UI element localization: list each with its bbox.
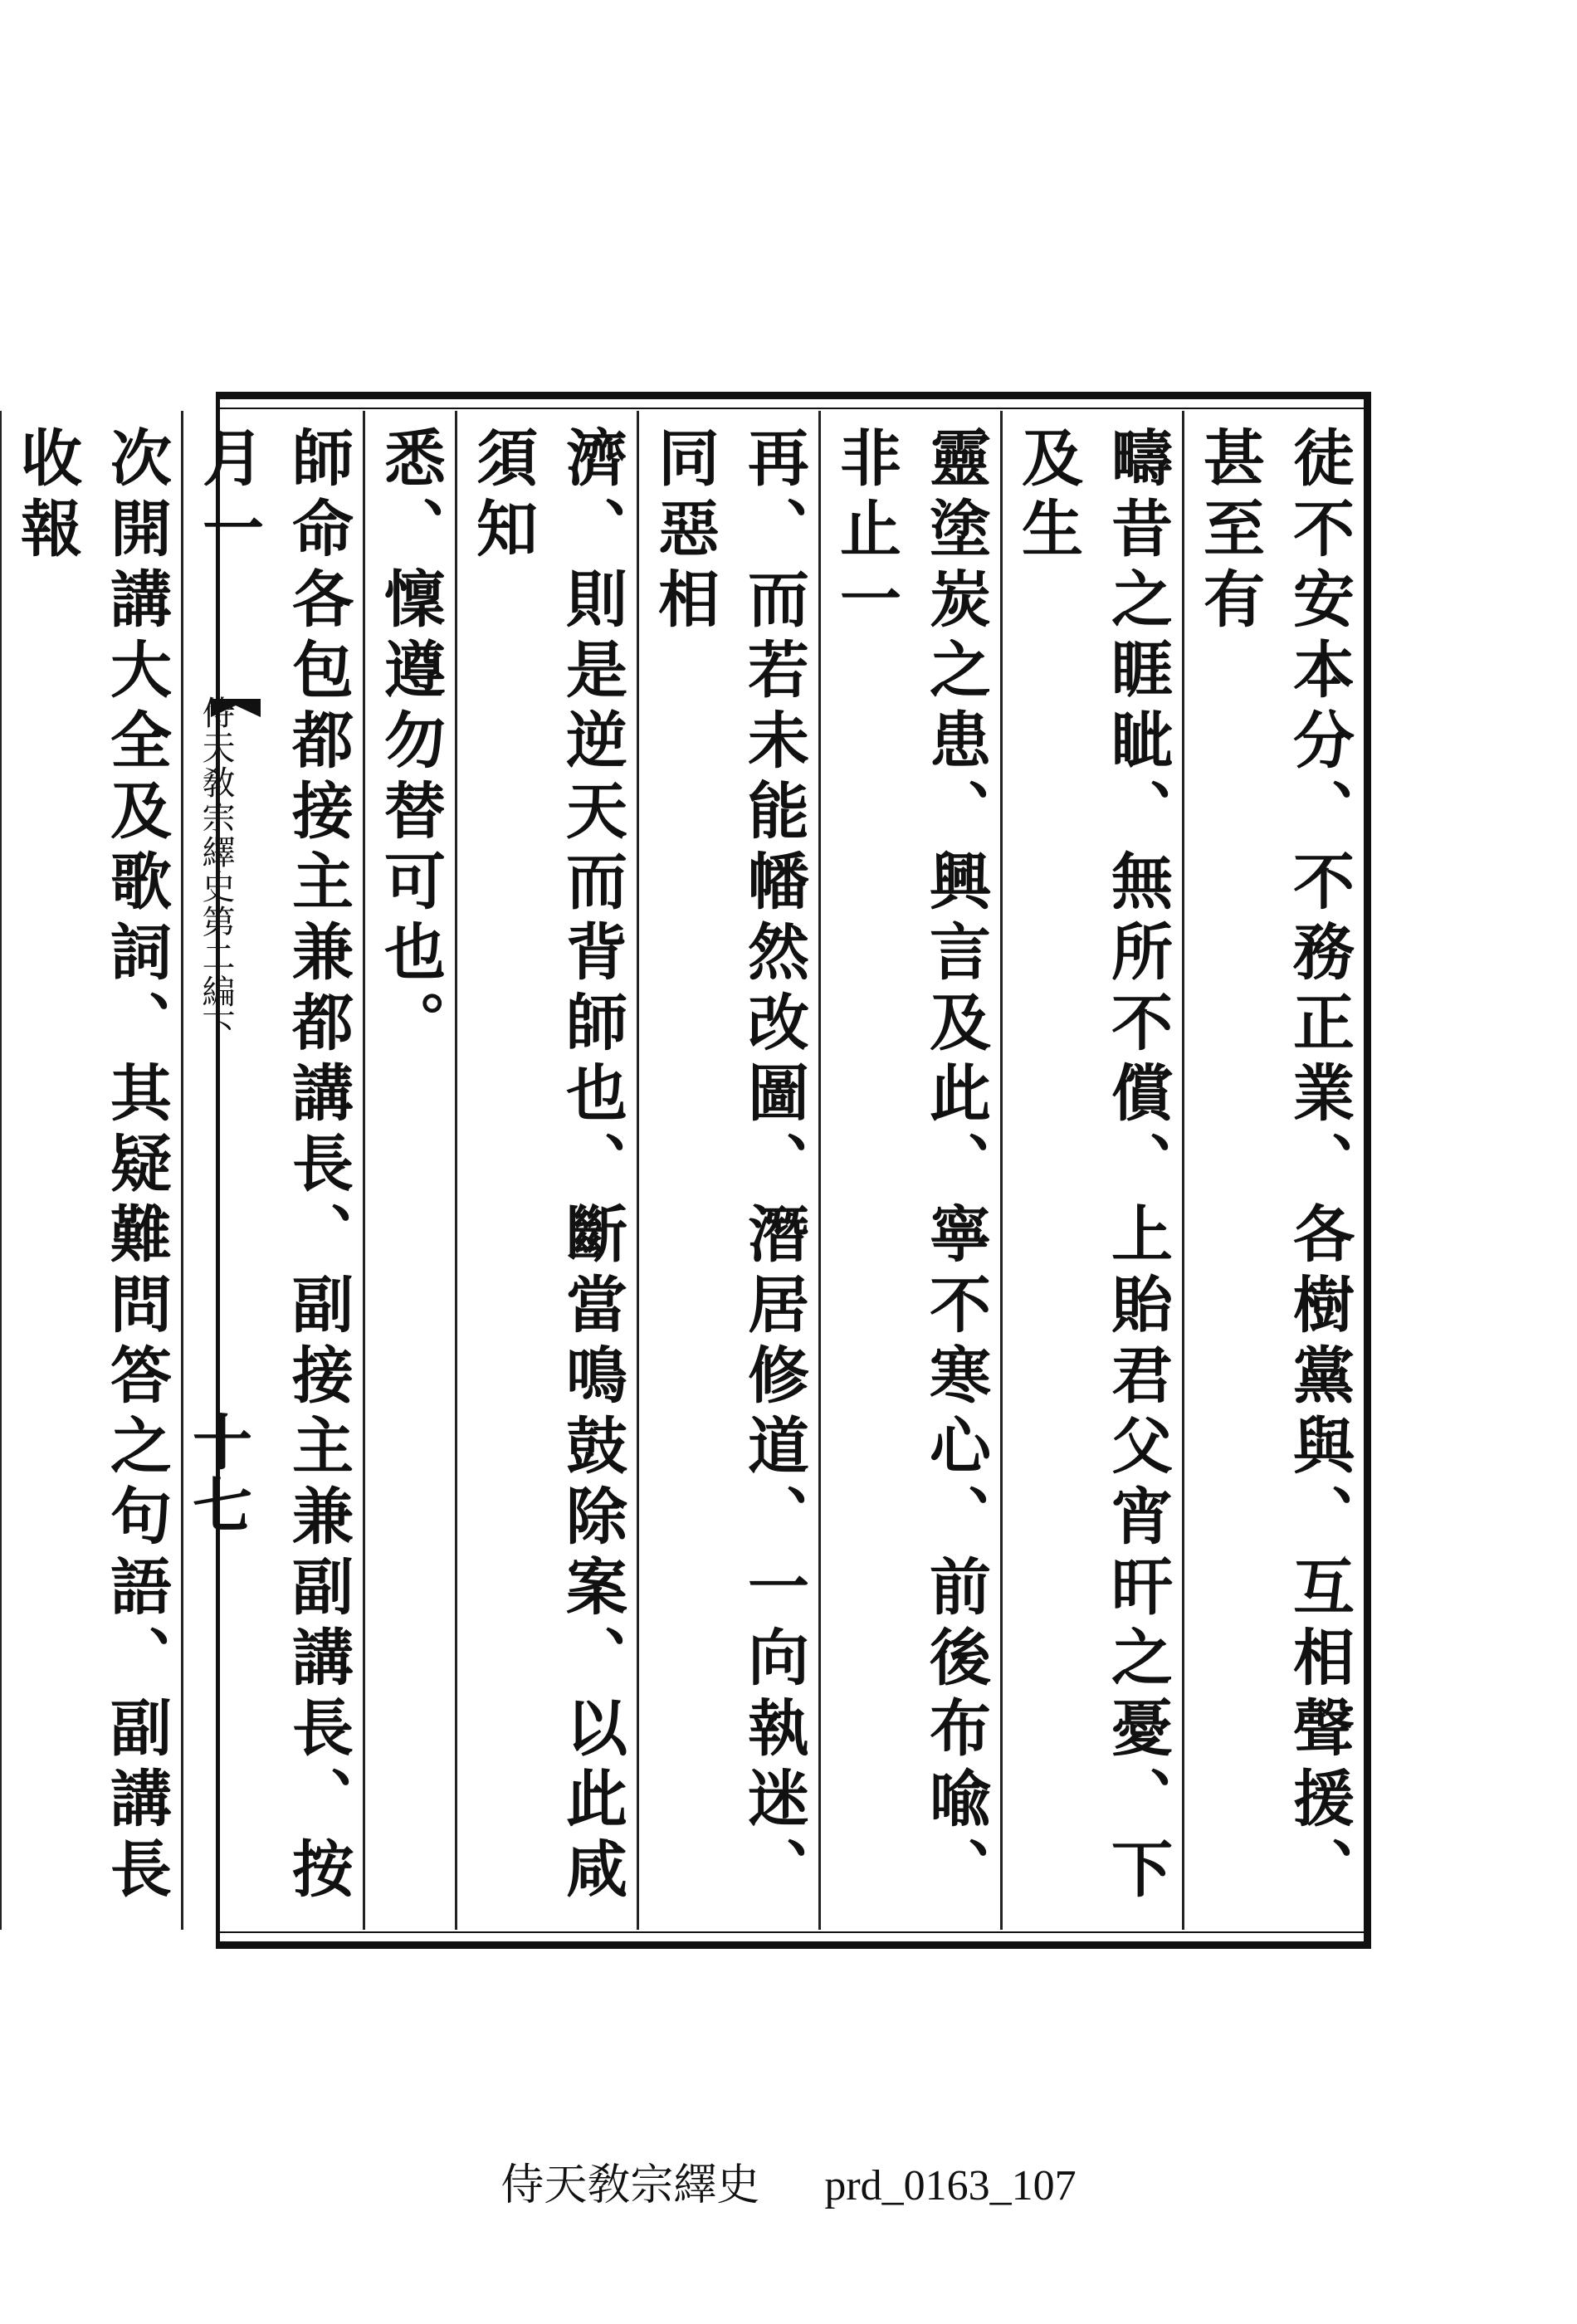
text-column-1 bbox=[1182, 411, 1364, 1930]
text-column-6 bbox=[363, 411, 455, 1930]
text-column-5 bbox=[455, 411, 637, 1930]
text-column-4 bbox=[637, 411, 818, 1930]
footer-source-title: 侍天敎宗繹史 bbox=[500, 2162, 760, 2209]
column-text: 濟、則是逆天而背師也、斷當鳴鼓除案、以此咸須知 bbox=[466, 426, 627, 1907]
text-frame bbox=[11, 392, 1371, 1949]
text-column-8 bbox=[0, 411, 181, 1930]
column-text: 悉、懍遵勿替可也。 bbox=[374, 426, 446, 1061]
page-number: 十七 bbox=[183, 1411, 253, 1537]
column-text: 師命各包都接主兼都講長、副接主兼副講長、按月一 bbox=[193, 426, 354, 1907]
text-column-3 bbox=[818, 411, 1000, 1930]
footer bbox=[0, 2150, 1577, 2212]
column-text: 再、而若未能幡然改圖、潛居修道、一向執迷、同惡相 bbox=[648, 426, 809, 1907]
column-text: 次開講大全及歌詞、其疑難問答之句語、副講長收報 bbox=[11, 426, 172, 1907]
footer-page-id: prd_0163_107 bbox=[824, 2162, 1077, 2209]
column-text: 疇昔之睚眦、無所不償、上貽君父宵旰之憂、下及生 bbox=[1012, 426, 1173, 1907]
column-text: 徒不安本分、不務正業、各樹黨與、互相聲援、甚至有 bbox=[1194, 426, 1355, 1907]
margin-title: 侍天敎宗繹史第二編下 bbox=[197, 696, 235, 1044]
column-text: 靈塗炭之患、興言及此、寧不寒心、前後布喩、非止一 bbox=[830, 426, 991, 1907]
text-column-2 bbox=[1000, 411, 1182, 1930]
